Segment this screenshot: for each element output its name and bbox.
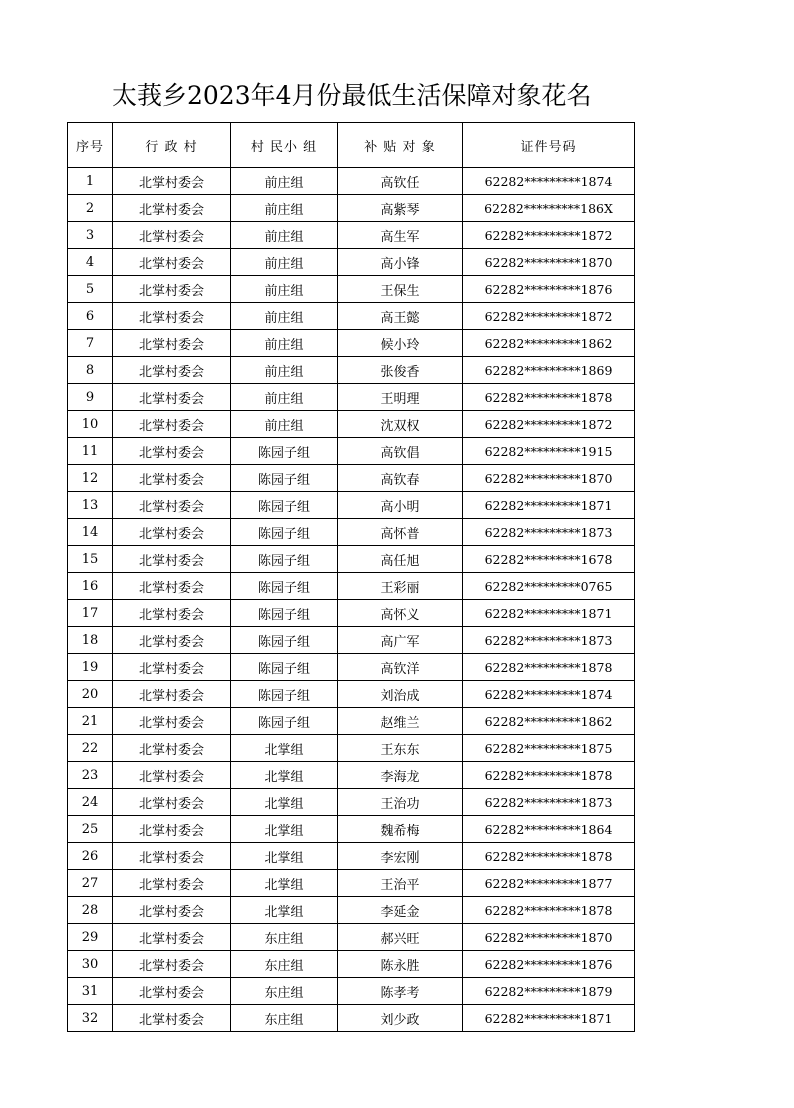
cell-id-number: 62282*********0765 bbox=[463, 573, 635, 600]
cell-index: 26 bbox=[68, 843, 113, 870]
cell-village: 北掌村委会 bbox=[113, 249, 231, 276]
cell-group: 前庄组 bbox=[231, 249, 338, 276]
cell-recipient: 王东东 bbox=[338, 735, 463, 762]
table-row bbox=[68, 195, 635, 222]
cell-village: 北掌村委会 bbox=[113, 924, 231, 951]
table-row bbox=[68, 627, 635, 654]
table-row bbox=[68, 384, 635, 411]
roster-table bbox=[67, 122, 635, 1032]
cell-recipient: 陈永胜 bbox=[338, 951, 463, 978]
cell-group: 前庄组 bbox=[231, 195, 338, 222]
cell-id-number: 62282*********1878 bbox=[463, 384, 635, 411]
table-row bbox=[68, 357, 635, 384]
table-row bbox=[68, 249, 635, 276]
cell-index: 18 bbox=[68, 627, 113, 654]
table-row bbox=[68, 951, 635, 978]
cell-id-number: 62282*********1862 bbox=[463, 330, 635, 357]
cell-recipient: 赵维兰 bbox=[338, 708, 463, 735]
cell-index: 17 bbox=[68, 600, 113, 627]
cell-recipient: 魏希梅 bbox=[338, 816, 463, 843]
cell-group: 东庄组 bbox=[231, 1005, 338, 1032]
table-row bbox=[68, 1005, 635, 1032]
cell-group: 东庄组 bbox=[231, 924, 338, 951]
header-id-number: 证件号码 bbox=[463, 123, 635, 168]
cell-id-number: 62282*********1878 bbox=[463, 897, 635, 924]
cell-group: 北掌组 bbox=[231, 816, 338, 843]
table-row bbox=[68, 303, 635, 330]
cell-group: 前庄组 bbox=[231, 384, 338, 411]
table-row bbox=[68, 924, 635, 951]
cell-id-number: 62282*********1874 bbox=[463, 681, 635, 708]
cell-village: 北掌村委会 bbox=[113, 546, 231, 573]
header-index: 序号 bbox=[68, 123, 113, 168]
cell-id-number: 62282*********1862 bbox=[463, 708, 635, 735]
cell-id-number: 62282*********1872 bbox=[463, 303, 635, 330]
cell-index: 11 bbox=[68, 438, 113, 465]
header-village: 行 政 村 bbox=[113, 123, 231, 168]
cell-group: 陈园子组 bbox=[231, 681, 338, 708]
cell-village: 北掌村委会 bbox=[113, 438, 231, 465]
cell-index: 24 bbox=[68, 789, 113, 816]
table-row bbox=[68, 438, 635, 465]
cell-id-number: 62282*********186X bbox=[463, 195, 635, 222]
cell-group: 东庄组 bbox=[231, 978, 338, 1005]
table-row bbox=[68, 519, 635, 546]
cell-id-number: 62282*********1874 bbox=[463, 168, 635, 195]
cell-recipient: 高怀义 bbox=[338, 600, 463, 627]
cell-recipient: 李宏刚 bbox=[338, 843, 463, 870]
cell-village: 北掌村委会 bbox=[113, 735, 231, 762]
cell-id-number: 62282*********1872 bbox=[463, 222, 635, 249]
table-row bbox=[68, 546, 635, 573]
cell-id-number: 62282*********1871 bbox=[463, 1005, 635, 1032]
cell-village: 北掌村委会 bbox=[113, 654, 231, 681]
cell-recipient: 李海龙 bbox=[338, 762, 463, 789]
cell-id-number: 62282*********1871 bbox=[463, 492, 635, 519]
cell-recipient: 高钦春 bbox=[338, 465, 463, 492]
cell-village: 北掌村委会 bbox=[113, 951, 231, 978]
cell-index: 28 bbox=[68, 897, 113, 924]
cell-group: 北掌组 bbox=[231, 897, 338, 924]
cell-recipient: 高广军 bbox=[338, 627, 463, 654]
cell-recipient: 李延金 bbox=[338, 897, 463, 924]
cell-recipient: 高小明 bbox=[338, 492, 463, 519]
cell-recipient: 高钦任 bbox=[338, 168, 463, 195]
cell-village: 北掌村委会 bbox=[113, 492, 231, 519]
cell-village: 北掌村委会 bbox=[113, 330, 231, 357]
cell-id-number: 62282*********1873 bbox=[463, 519, 635, 546]
cell-index: 2 bbox=[68, 195, 113, 222]
cell-index: 6 bbox=[68, 303, 113, 330]
cell-recipient: 王治平 bbox=[338, 870, 463, 897]
cell-village: 北掌村委会 bbox=[113, 681, 231, 708]
cell-index: 13 bbox=[68, 492, 113, 519]
cell-group: 前庄组 bbox=[231, 303, 338, 330]
cell-group: 前庄组 bbox=[231, 411, 338, 438]
table-row bbox=[68, 843, 635, 870]
cell-group: 北掌组 bbox=[231, 870, 338, 897]
cell-group: 陈园子组 bbox=[231, 627, 338, 654]
cell-index: 29 bbox=[68, 924, 113, 951]
cell-village: 北掌村委会 bbox=[113, 168, 231, 195]
cell-index: 5 bbox=[68, 276, 113, 303]
table-row bbox=[68, 681, 635, 708]
cell-id-number: 62282*********1873 bbox=[463, 627, 635, 654]
cell-group: 陈园子组 bbox=[231, 519, 338, 546]
cell-village: 北掌村委会 bbox=[113, 411, 231, 438]
table-row bbox=[68, 897, 635, 924]
roster-body bbox=[68, 168, 635, 1032]
cell-recipient: 高紫琴 bbox=[338, 195, 463, 222]
cell-id-number: 62282*********1871 bbox=[463, 600, 635, 627]
cell-index: 20 bbox=[68, 681, 113, 708]
cell-id-number: 62282*********1915 bbox=[463, 438, 635, 465]
cell-village: 北掌村委会 bbox=[113, 519, 231, 546]
cell-index: 1 bbox=[68, 168, 113, 195]
cell-village: 北掌村委会 bbox=[113, 222, 231, 249]
cell-index: 3 bbox=[68, 222, 113, 249]
cell-index: 4 bbox=[68, 249, 113, 276]
page-title: 太莪乡2023年4月份最低生活保障对象花名 bbox=[112, 81, 592, 110]
cell-village: 北掌村委会 bbox=[113, 843, 231, 870]
cell-recipient: 刘少政 bbox=[338, 1005, 463, 1032]
table-row bbox=[68, 330, 635, 357]
cell-group: 前庄组 bbox=[231, 357, 338, 384]
cell-index: 25 bbox=[68, 816, 113, 843]
cell-group: 北掌组 bbox=[231, 843, 338, 870]
cell-id-number: 62282*********1877 bbox=[463, 870, 635, 897]
cell-index: 15 bbox=[68, 546, 113, 573]
cell-village: 北掌村委会 bbox=[113, 870, 231, 897]
cell-village: 北掌村委会 bbox=[113, 789, 231, 816]
table-row bbox=[68, 654, 635, 681]
cell-id-number: 62282*********1873 bbox=[463, 789, 635, 816]
cell-village: 北掌村委会 bbox=[113, 357, 231, 384]
cell-village: 北掌村委会 bbox=[113, 573, 231, 600]
table-row bbox=[68, 762, 635, 789]
cell-index: 23 bbox=[68, 762, 113, 789]
table-row bbox=[68, 870, 635, 897]
cell-index: 32 bbox=[68, 1005, 113, 1032]
cell-id-number: 62282*********1878 bbox=[463, 762, 635, 789]
cell-group: 陈园子组 bbox=[231, 600, 338, 627]
cell-recipient: 郝兴旺 bbox=[338, 924, 463, 951]
cell-recipient: 刘治成 bbox=[338, 681, 463, 708]
cell-index: 22 bbox=[68, 735, 113, 762]
cell-recipient: 王彩丽 bbox=[338, 573, 463, 600]
cell-group: 北掌组 bbox=[231, 762, 338, 789]
table-row bbox=[68, 222, 635, 249]
cell-village: 北掌村委会 bbox=[113, 627, 231, 654]
cell-id-number: 62282*********1876 bbox=[463, 276, 635, 303]
table-row bbox=[68, 789, 635, 816]
cell-village: 北掌村委会 bbox=[113, 384, 231, 411]
cell-index: 14 bbox=[68, 519, 113, 546]
cell-id-number: 62282*********1878 bbox=[463, 843, 635, 870]
cell-group: 陈园子组 bbox=[231, 546, 338, 573]
cell-id-number: 62282*********1870 bbox=[463, 465, 635, 492]
cell-id-number: 62282*********1869 bbox=[463, 357, 635, 384]
cell-village: 北掌村委会 bbox=[113, 897, 231, 924]
cell-recipient: 高生军 bbox=[338, 222, 463, 249]
table-row bbox=[68, 168, 635, 195]
cell-id-number: 62282*********1878 bbox=[463, 654, 635, 681]
cell-village: 北掌村委会 bbox=[113, 195, 231, 222]
table-row bbox=[68, 411, 635, 438]
cell-group: 陈园子组 bbox=[231, 492, 338, 519]
cell-id-number: 62282*********1876 bbox=[463, 951, 635, 978]
cell-village: 北掌村委会 bbox=[113, 816, 231, 843]
cell-group: 陈园子组 bbox=[231, 573, 338, 600]
cell-index: 8 bbox=[68, 357, 113, 384]
cell-index: 30 bbox=[68, 951, 113, 978]
cell-group: 前庄组 bbox=[231, 222, 338, 249]
cell-recipient: 高钦洋 bbox=[338, 654, 463, 681]
cell-group: 北掌组 bbox=[231, 789, 338, 816]
cell-village: 北掌村委会 bbox=[113, 600, 231, 627]
cell-index: 21 bbox=[68, 708, 113, 735]
header-group: 村 民小 组 bbox=[231, 123, 338, 168]
cell-index: 9 bbox=[68, 384, 113, 411]
cell-id-number: 62282*********1678 bbox=[463, 546, 635, 573]
cell-village: 北掌村委会 bbox=[113, 1005, 231, 1032]
cell-id-number: 62282*********1864 bbox=[463, 816, 635, 843]
cell-group: 陈园子组 bbox=[231, 654, 338, 681]
cell-village: 北掌村委会 bbox=[113, 708, 231, 735]
cell-group: 陈园子组 bbox=[231, 708, 338, 735]
cell-group: 前庄组 bbox=[231, 330, 338, 357]
cell-village: 北掌村委会 bbox=[113, 978, 231, 1005]
cell-group: 前庄组 bbox=[231, 276, 338, 303]
table-row bbox=[68, 276, 635, 303]
cell-index: 31 bbox=[68, 978, 113, 1005]
cell-id-number: 62282*********1870 bbox=[463, 249, 635, 276]
table-row bbox=[68, 600, 635, 627]
cell-recipient: 陈孝考 bbox=[338, 978, 463, 1005]
cell-index: 19 bbox=[68, 654, 113, 681]
cell-group: 北掌组 bbox=[231, 735, 338, 762]
table-row bbox=[68, 735, 635, 762]
header-recipient: 补 贴 对 象 bbox=[338, 123, 463, 168]
cell-index: 16 bbox=[68, 573, 113, 600]
cell-group: 陈园子组 bbox=[231, 438, 338, 465]
cell-recipient: 高怀普 bbox=[338, 519, 463, 546]
cell-group: 前庄组 bbox=[231, 168, 338, 195]
cell-group: 东庄组 bbox=[231, 951, 338, 978]
cell-recipient: 高小锋 bbox=[338, 249, 463, 276]
cell-recipient: 候小玲 bbox=[338, 330, 463, 357]
cell-group: 陈园子组 bbox=[231, 465, 338, 492]
cell-id-number: 62282*********1870 bbox=[463, 924, 635, 951]
cell-recipient: 高王懿 bbox=[338, 303, 463, 330]
cell-index: 12 bbox=[68, 465, 113, 492]
cell-recipient: 王保生 bbox=[338, 276, 463, 303]
cell-index: 27 bbox=[68, 870, 113, 897]
cell-recipient: 张俊香 bbox=[338, 357, 463, 384]
cell-recipient: 王明理 bbox=[338, 384, 463, 411]
cell-recipient: 沈双权 bbox=[338, 411, 463, 438]
table-row bbox=[68, 492, 635, 519]
cell-recipient: 王治功 bbox=[338, 789, 463, 816]
cell-recipient: 高任旭 bbox=[338, 546, 463, 573]
cell-village: 北掌村委会 bbox=[113, 465, 231, 492]
cell-index: 10 bbox=[68, 411, 113, 438]
table-row bbox=[68, 978, 635, 1005]
cell-id-number: 62282*********1879 bbox=[463, 978, 635, 1005]
header-row bbox=[68, 123, 635, 168]
cell-village: 北掌村委会 bbox=[113, 762, 231, 789]
cell-id-number: 62282*********1875 bbox=[463, 735, 635, 762]
cell-index: 7 bbox=[68, 330, 113, 357]
cell-village: 北掌村委会 bbox=[113, 276, 231, 303]
cell-village: 北掌村委会 bbox=[113, 303, 231, 330]
cell-recipient: 高钦倡 bbox=[338, 438, 463, 465]
table-row bbox=[68, 573, 635, 600]
cell-id-number: 62282*********1872 bbox=[463, 411, 635, 438]
table-row bbox=[68, 816, 635, 843]
table-row bbox=[68, 708, 635, 735]
table-row bbox=[68, 465, 635, 492]
